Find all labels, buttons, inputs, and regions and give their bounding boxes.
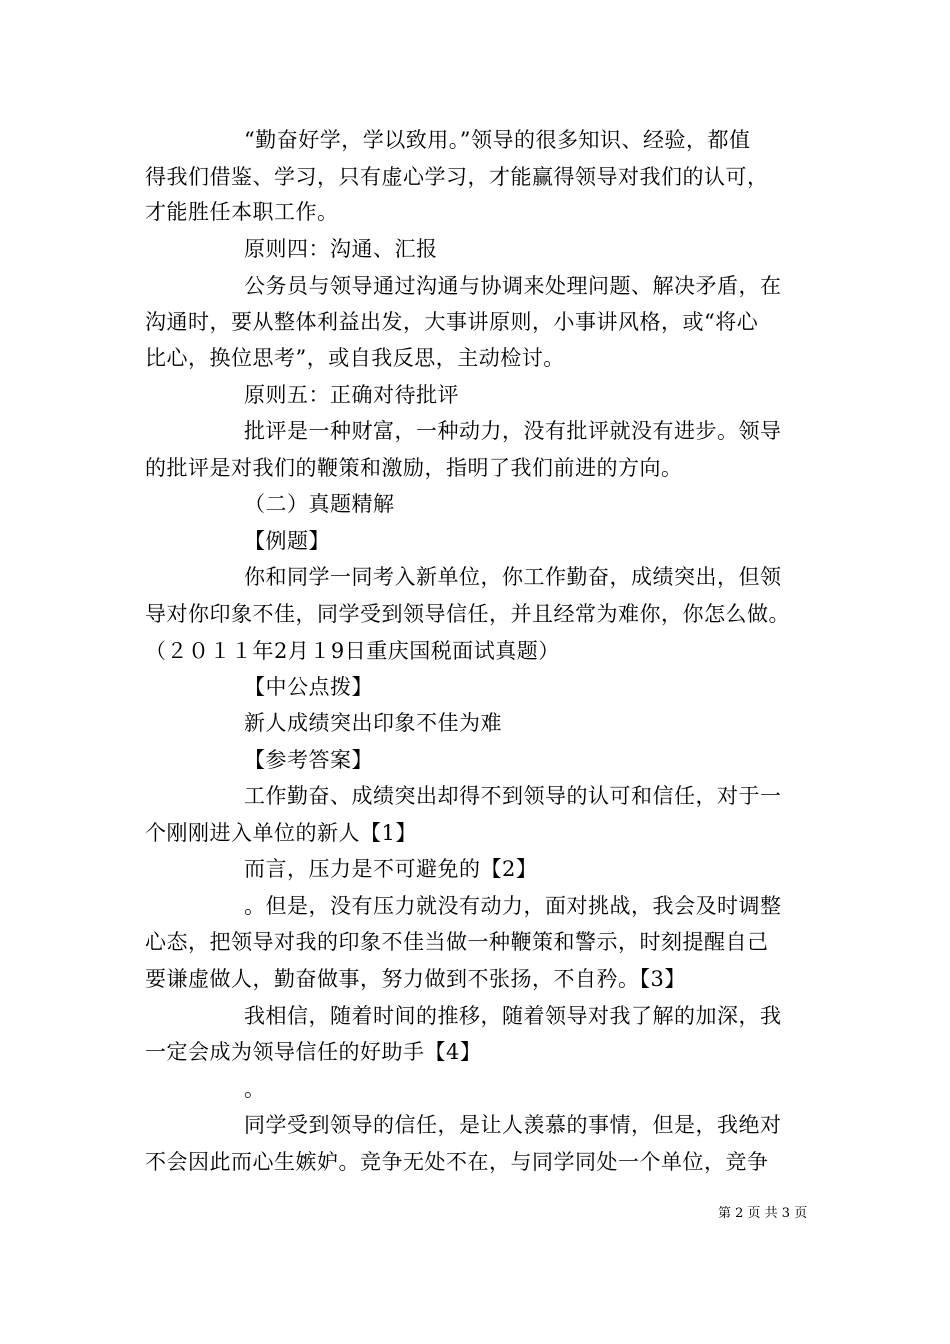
text-line: 你和同学一同考入新单位，你工作勤奋，成绩突出，但领 <box>244 565 782 589</box>
text-line: 工作勤奋、成绩突出却得不到领导的认可和信任，对于一 <box>244 784 782 808</box>
text-line: 要谦虚做人，勤奋做事，努力做到不张扬，不自矜。【3】 <box>145 967 686 991</box>
page-footer: 第 2 页 共 3 页 <box>718 1206 808 1221</box>
section-heading: （二）真题精解 <box>244 492 395 516</box>
text-line: 新人成绩突出印象不佳为难 <box>244 711 502 735</box>
text-line: 。但是，没有压力就没有动力，面对挑战，我会及时调整 <box>244 894 782 918</box>
text-line: 导对你印象不佳，同学受到领导信任，并且经常为难你，你怎么做。 <box>145 602 790 626</box>
section-heading: 原则四：沟通、汇报 <box>244 237 438 261</box>
text-line: 批评是一种财富，一种动力，没有批评就没有进步。领导 <box>244 419 782 443</box>
section-heading: 【例题】 <box>244 529 330 553</box>
text-line: “勤奋好学，学以致用。”领导的很多知识、经验，都值 <box>244 128 751 152</box>
text-line: 沟通时，要从整体利益出发，大事讲原则，小事讲风格，或“将心 <box>145 310 759 334</box>
text-line: 才能胜任本职工作。 <box>145 200 339 224</box>
text-line: 心态，把领导对我的印象不佳当做一种鞭策和警示，时刻提醒自己 <box>145 930 769 954</box>
text-line: 公务员与领导通过沟通与协调来处理问题、解决矛盾，在 <box>244 274 782 298</box>
section-heading: 【中公点拨】 <box>244 675 373 699</box>
section-heading: 原则五：正确对待批评 <box>244 383 459 407</box>
text-line: 。 <box>244 1077 266 1101</box>
text-line: 得我们借鉴、学习，只有虚心学习，才能赢得领导对我们的认可， <box>145 165 769 189</box>
text-line: 比心，换位思考”，或自我反思，主动检讨。 <box>145 346 565 370</box>
text-line: 个刚刚进入单位的新人【1】 <box>145 821 417 845</box>
text-line: （２０１１年2月１9日重庆国税面试真题） <box>145 639 560 663</box>
text-line: 而言，压力是不可避免的【2】 <box>244 857 538 881</box>
text-line: 不会因此而心生嫉妒。竞争无处不在，与同学同处一个单位，竞争 <box>145 1150 769 1174</box>
section-heading: 【参考答案】 <box>244 748 373 772</box>
text-line: 我相信，随着时间的推移，随着领导对我了解的加深，我 <box>244 1004 782 1028</box>
text-line: 同学受到领导的信任，是让人羡慕的事情，但是，我绝对 <box>244 1113 782 1137</box>
text-line: 的批评是对我们的鞭策和激励，指明了我们前进的方向。 <box>145 456 683 480</box>
text-line: 一定会成为领导信任的好助手【4】 <box>145 1040 482 1064</box>
